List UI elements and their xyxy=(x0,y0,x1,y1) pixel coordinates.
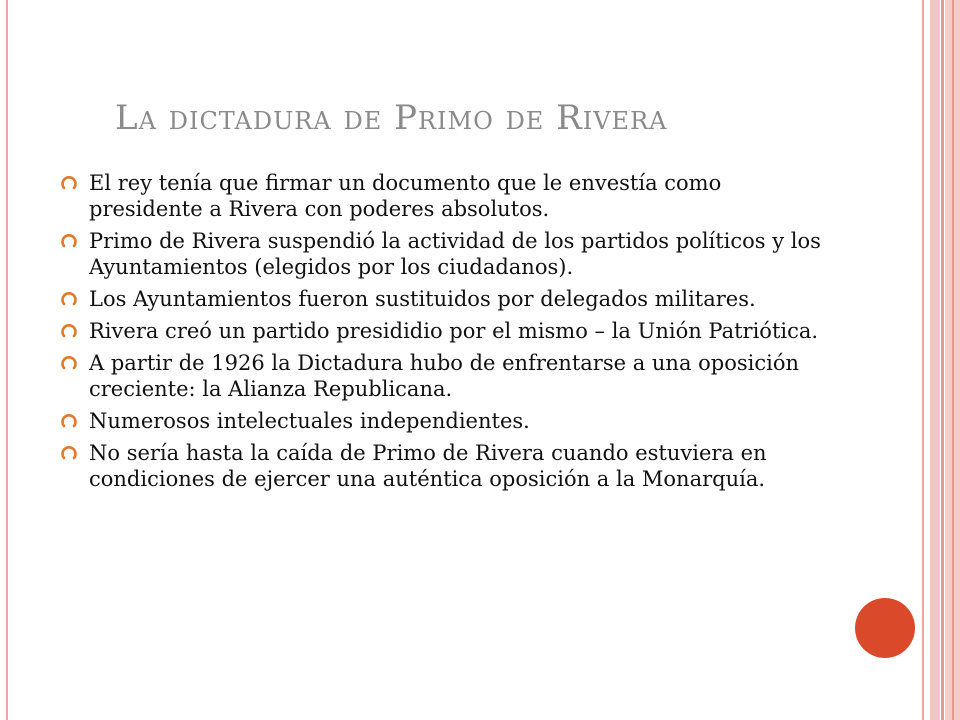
bullet-text: Primo de Rivera suspendió la actividad de los partidos políticos y los Ayuntamientos (elegidos por los ciudadanos). xyxy=(89,229,821,279)
bullet-text: El rey tenía que firmar un documento que le envestía como presidente a Rivera con poderes absolutos. xyxy=(89,171,722,221)
right-stripe xyxy=(922,0,924,720)
orange-arc-icon xyxy=(60,444,78,462)
orange-circle-decoration xyxy=(855,598,915,658)
orange-arc-icon xyxy=(60,232,78,250)
bullet-text: A partir de 1926 la Dictadura hubo de enfrentarse a una oposición creciente: la Alianza Republicana. xyxy=(89,351,800,401)
bullet-text: Numerosos intelectuales independientes. xyxy=(89,409,530,433)
bullet-item xyxy=(60,318,840,344)
bullet-item xyxy=(60,286,840,312)
orange-arc-icon xyxy=(60,412,78,430)
slide-title: La dictadura de Primo de Rivera xyxy=(115,98,668,138)
orange-arc-icon xyxy=(60,290,78,308)
orange-arc-icon xyxy=(60,354,78,372)
bullet-item xyxy=(60,408,840,434)
left-border-line xyxy=(6,0,8,720)
bullet-item xyxy=(60,350,840,402)
orange-arc-icon xyxy=(60,322,78,340)
bullet-list xyxy=(60,170,840,498)
bullet-text: No sería hasta la caída de Primo de Rivera cuando estuviera en condiciones de ejercer una auténtica oposición a la Monarquía. xyxy=(89,441,767,491)
bullet-text: Los Ayuntamientos fueron sustituidos por delegados militares. xyxy=(89,287,756,311)
bullet-item xyxy=(60,228,840,280)
bullet-item xyxy=(60,170,840,222)
right-stripe xyxy=(941,0,944,720)
bullet-text: Rivera creó un partido presididio por el mismo – la Unión Patriótica. xyxy=(89,319,819,343)
orange-arc-icon xyxy=(60,174,78,192)
bullet-item xyxy=(60,440,840,492)
right-stripe xyxy=(952,0,954,720)
right-stripe xyxy=(930,0,940,720)
